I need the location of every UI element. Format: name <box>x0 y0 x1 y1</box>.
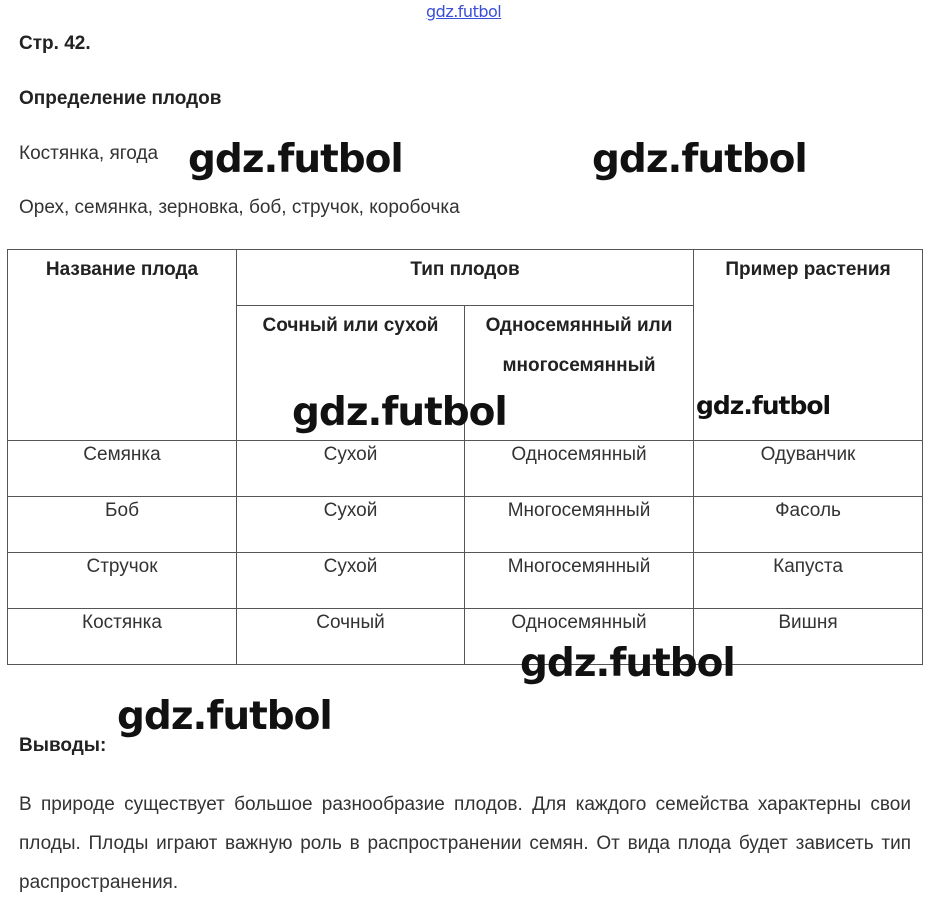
cell-seed-count: Многосемянный <box>465 553 694 609</box>
table-row <box>8 441 923 497</box>
cell-seed-count: Односемянный <box>465 441 694 497</box>
cell-fruit-type: Сухой <box>237 441 465 497</box>
cell-fruit-name: Костянка <box>8 609 237 665</box>
header-fruit-type: Тип плодов <box>237 250 694 306</box>
cell-plant-example: Вишня <box>694 609 923 665</box>
watermark: gdz.futbol <box>696 391 831 420</box>
conclusion-title: Выводы: <box>19 735 107 756</box>
watermark: gdz.futbol <box>520 641 735 686</box>
fruit-table <box>7 249 923 665</box>
section-title: Определение плодов <box>19 88 222 109</box>
subheader-seed-count: Односемянный или многосемянный <box>465 306 694 441</box>
table-row <box>8 609 923 665</box>
cell-fruit-name: Стручок <box>8 553 237 609</box>
cell-fruit-type: Сухой <box>237 497 465 553</box>
answer-line-2: Орех, семянка, зерновка, боб, стручок, коробочка <box>19 197 460 218</box>
watermark: gdz.futbol <box>292 390 507 435</box>
cell-fruit-name: Семянка <box>8 441 237 497</box>
cell-seed-count: Односемянный <box>465 609 694 665</box>
cell-plant-example: Фасоль <box>694 497 923 553</box>
table-row <box>8 497 923 553</box>
cell-seed-count: Многосемянный <box>465 497 694 553</box>
table-row <box>8 553 923 609</box>
subheader-juicy-dry: Сочный или сухой <box>237 306 465 441</box>
answer-line-1: Костянка, ягода <box>19 143 159 164</box>
watermark-top-link[interactable]: gdz.futbol <box>426 2 502 21</box>
cell-fruit-type: Сухой <box>237 553 465 609</box>
cell-fruit-name: Боб <box>8 497 237 553</box>
table-header-row <box>8 250 923 306</box>
watermark: gdz.futbol <box>592 137 807 182</box>
cell-fruit-type: Сочный <box>237 609 465 665</box>
header-fruit-name: Название плода <box>8 250 237 441</box>
header-plant-example: Пример растения <box>694 250 923 441</box>
page-number: Стр. 42. <box>19 33 91 54</box>
conclusion-text: В природе существует большое разнообразие плодов. Для каждого семейства характерны свои плоды. Плоды играют важную роль в распространении семян. От вида плода будет зависеть тип распространения. <box>19 794 911 893</box>
cell-plant-example: Одуванчик <box>694 441 923 497</box>
watermark: gdz.futbol <box>188 137 403 182</box>
watermark: gdz.futbol <box>117 694 332 739</box>
cell-plant-example: Капуста <box>694 553 923 609</box>
